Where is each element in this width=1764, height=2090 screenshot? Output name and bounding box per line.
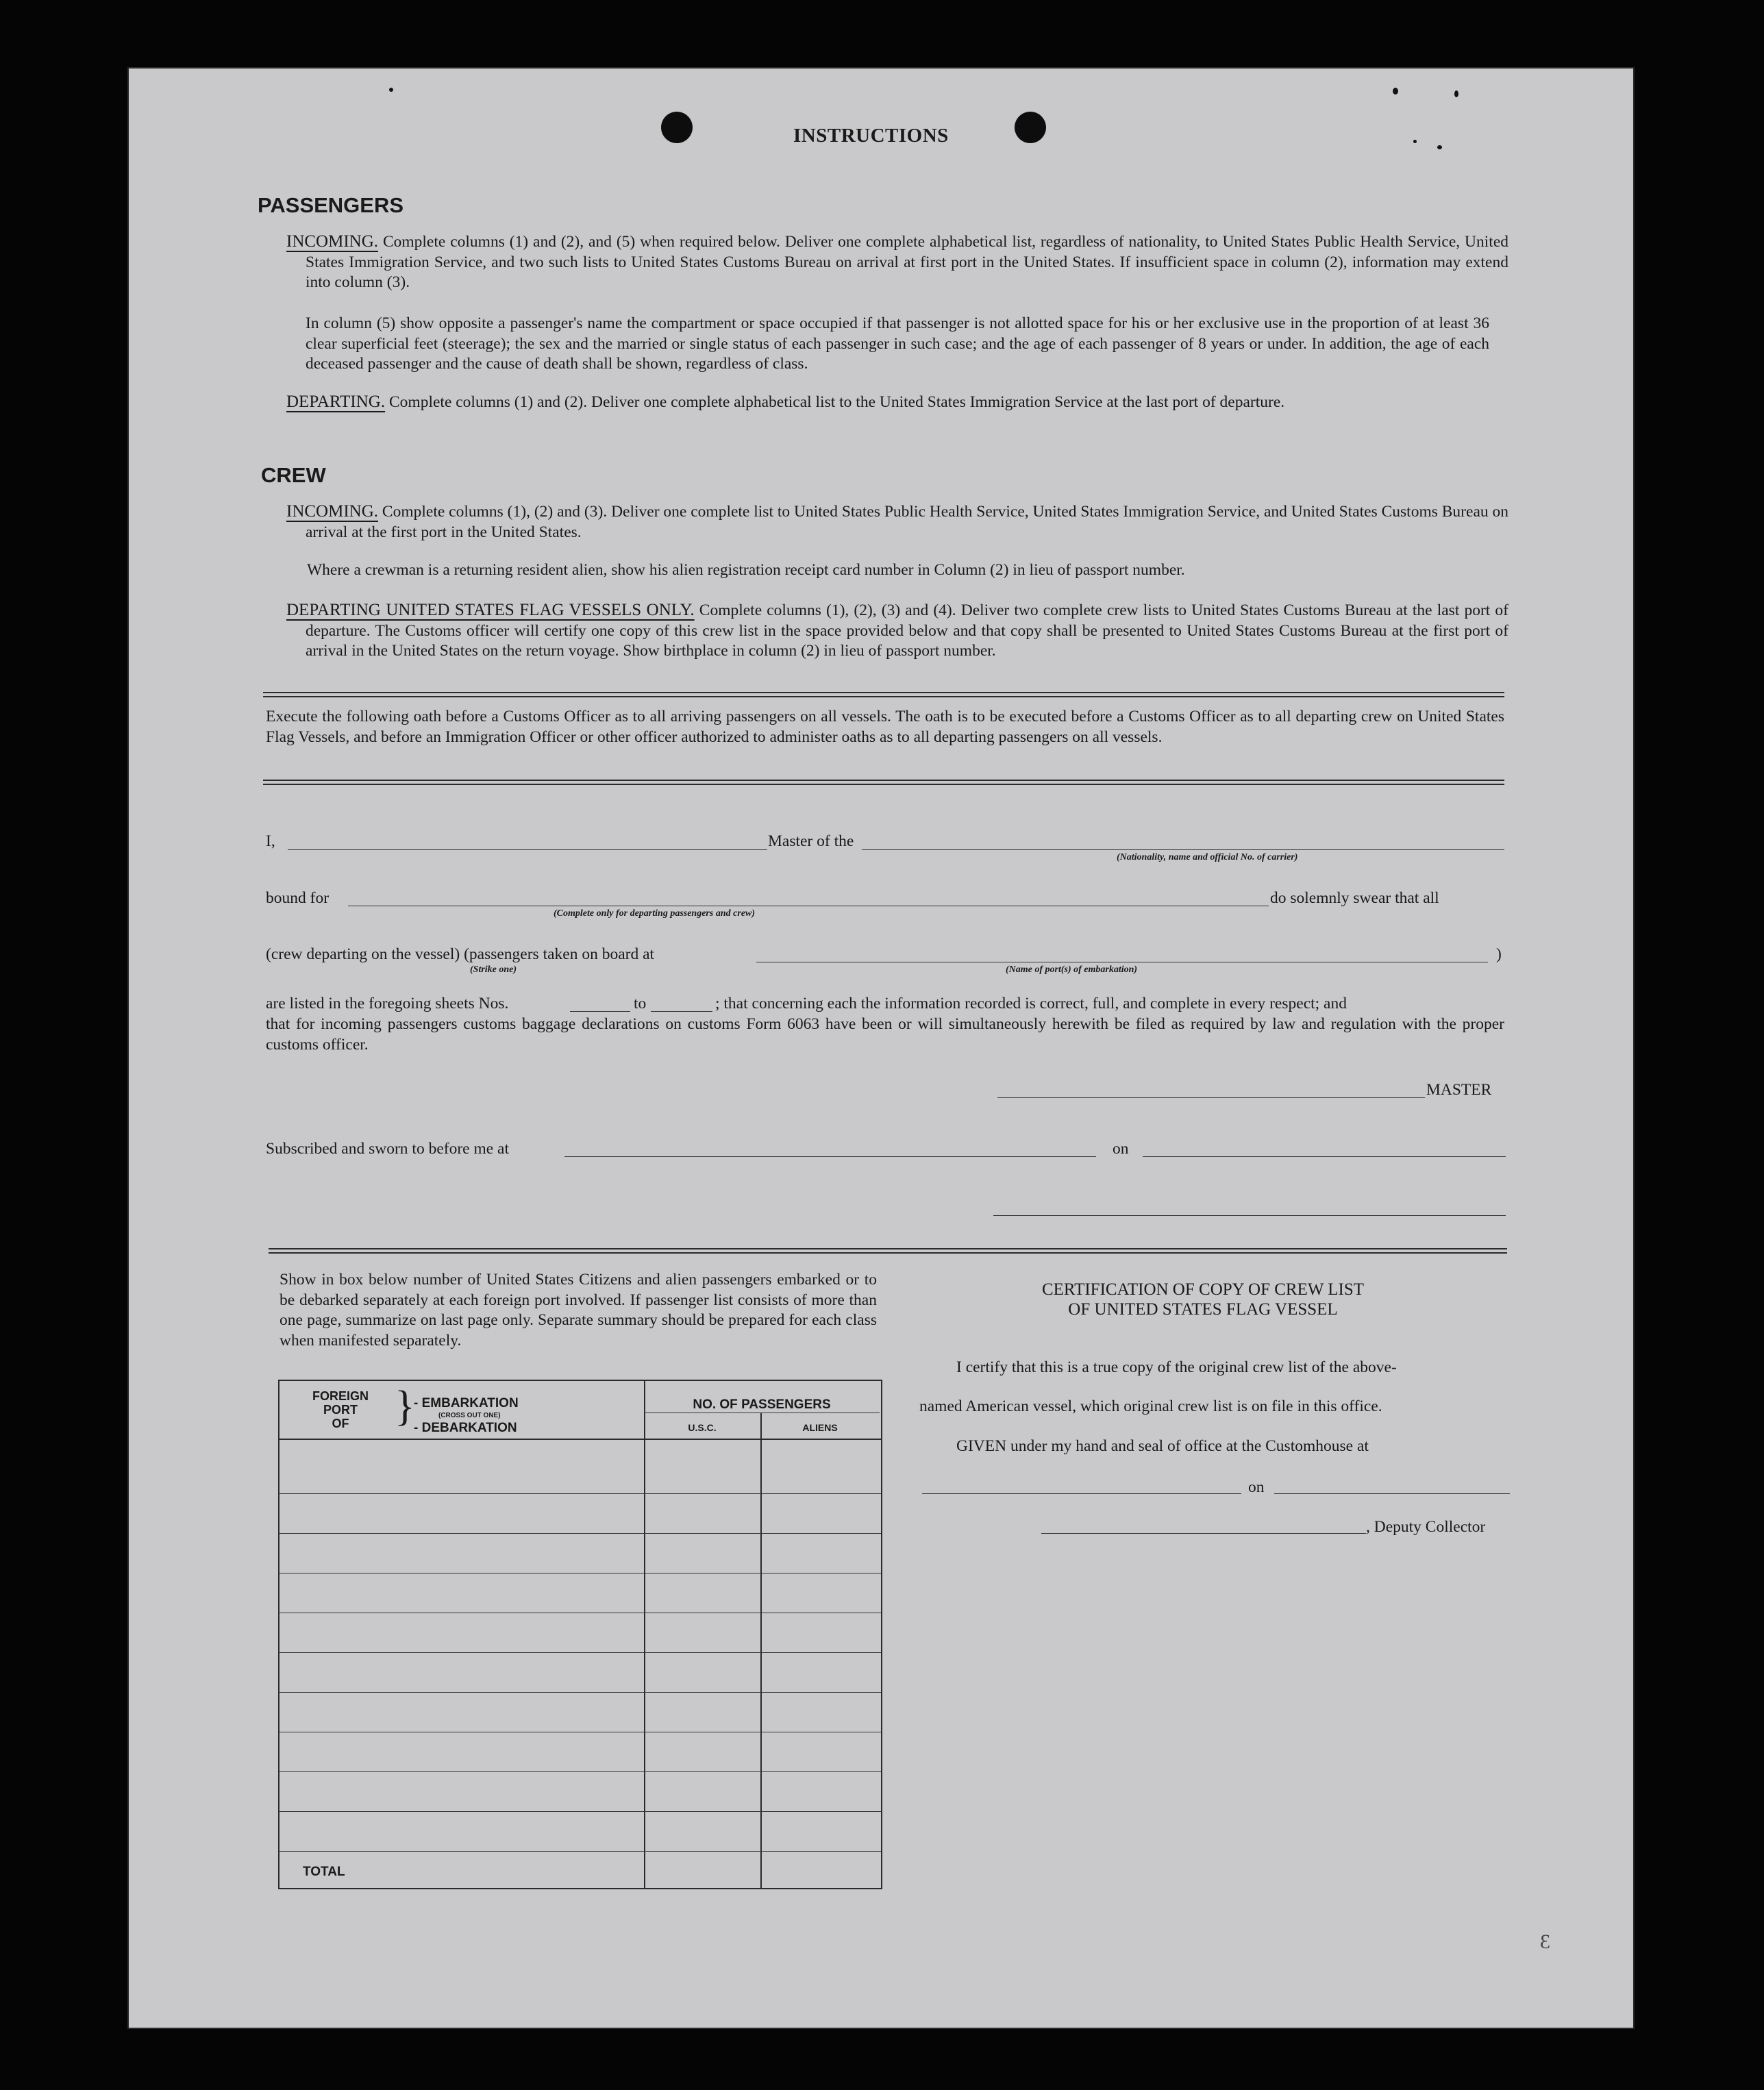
table-header-bottom: [278, 1439, 881, 1440]
total-label: TOTAL: [303, 1865, 345, 1879]
port-label: PORT: [323, 1403, 358, 1417]
crew-incoming-paragraph: [286, 501, 1508, 543]
table-row-line: [278, 1692, 881, 1693]
bound-for-label: bound for: [266, 889, 330, 907]
of-label: OF: [332, 1417, 349, 1430]
speck: [1413, 140, 1417, 143]
certification-date-field[interactable]: [1274, 1493, 1510, 1494]
passengers-incoming-paragraph: [286, 232, 1508, 293]
speck: [1437, 145, 1442, 149]
speck: [1393, 88, 1398, 95]
passenger-summary-table: [278, 1380, 882, 1889]
sworn-place-field[interactable]: [564, 1156, 1096, 1157]
crew-departing-paragraph: [286, 600, 1508, 662]
table-row-line: [278, 1533, 881, 1534]
divider: [263, 692, 1504, 697]
punch-hole-left: [661, 112, 693, 143]
passengers-heading: PASSENGERS: [258, 193, 404, 217]
deputy-collector-signature-field[interactable]: [1041, 1533, 1366, 1534]
aliens-header: ALIENS: [802, 1422, 838, 1433]
summary-instruction: Show in box below number of United States Citizens and alien passengers embarked or to be debarked separately at each foreign port involved. If passenger list consists of more than one page, summarize on last page only. Separate summary should be prepared for each class when manifested separately.: [279, 1271, 877, 1349]
cross-out-note: (CROSS OUT ONE): [438, 1412, 501, 1419]
table-row-line: [278, 1771, 881, 1772]
sworn-on-label: on: [1113, 1140, 1129, 1158]
crew-incoming-label: INCOMING.: [286, 502, 379, 521]
carrier-field[interactable]: [862, 849, 1504, 850]
oath-instruction: Execute the following oath before a Customs Officer as to all arriving passengers on all vessels. The oath is to be executed before a Customs Officer as to all departing crew on United States Flag Vessels, and before an Immigration Officer or other officer authorized to administer oaths as to all departing passengers on all vessels.: [266, 708, 1504, 746]
certify-line-2: named American vessel, which original crew list is on file in this office.: [919, 1397, 1382, 1415]
table-column-divider: [644, 1380, 645, 1889]
sheet-from-field[interactable]: [570, 1011, 630, 1012]
divider: [269, 1248, 1507, 1254]
deputy-collector-label: , Deputy Collector: [1366, 1518, 1486, 1536]
corner-mark: 3: [1540, 1930, 1550, 1953]
port-caption: (Name of port(s) of embarkation): [1006, 965, 1138, 975]
no-passengers-header: NO. OF PASSENGERS: [693, 1397, 831, 1412]
form-sheet: [129, 69, 1633, 2028]
passengers-column5-paragraph: In column (5) show opposite a passenger's name the compartment or space occupied if that passenger is not allotted space for his or her exclusive use in the proportion of at least 36 clear superficial feet (steerage); the sex and the married or single status of each passenger in such case; and the age of each passenger of 8 years or under. In addition, the age of each deceased passenger and the cause of death shall be shown, regardless of class.: [306, 314, 1489, 373]
listed-to: to: [634, 995, 647, 1012]
table-row-line: [278, 1811, 881, 1812]
certify-line-1: I certify that this is a true copy of the original crew list of the above-: [956, 1358, 1397, 1376]
table-row-line: [278, 1652, 881, 1653]
passengers-departing-text: Complete columns (1) and (2). Deliver one complete alphabetical list to the United States Immigration Service at the last port of departure.: [389, 393, 1285, 411]
crew-alien-paragraph: Where a crewman is a returning resident alien, show his alien registration receipt card number in Column (2) in lieu of passport number.: [307, 561, 1185, 579]
speck: [1454, 90, 1458, 97]
sheet-to-field[interactable]: [651, 1011, 712, 1012]
master-of-the-label: Master of the: [768, 832, 854, 850]
passengers-departing-paragraph: [286, 392, 1508, 413]
passengers-incoming-label: INCOMING.: [286, 232, 379, 251]
table-row-line: [278, 1851, 881, 1852]
given-text: GIVEN under my hand and seal of office at the Customhouse at: [956, 1437, 1369, 1455]
table-column-divider: [760, 1413, 762, 1889]
strike-one-caption: (Strike one): [470, 965, 517, 975]
debarkation-option[interactable]: - DEBARKATION: [414, 1421, 517, 1435]
foreign-label: FOREIGN: [312, 1389, 369, 1403]
master-label: MASTER: [1426, 1081, 1492, 1099]
listed-text-c: that for incoming passengers customs baggage declarations on customs Form 6063 have been or will simultaneously herewith be filed as required by law and regulation with the proper customs officer.: [266, 1015, 1504, 1054]
subscribed-label: Subscribed and sworn to before me at: [266, 1140, 510, 1158]
crew-departing-label: DEPARTING UNITED STATES FLAG VESSELS ONLY.: [286, 601, 695, 619]
certification-heading-2: OF UNITED STATES FLAG VESSEL: [1068, 1300, 1338, 1319]
crew-departing-text: Complete columns (1), (2), (3) and (4). Deliver two complete crew lists to United States Customs Bureau at the last port of departure. The Customs officer will certify one copy of this crew list in the space provided below and that copy shall be presented to United States Customs Bureau at the first port of arrival in the United States on the return voyage. Show birthplace in column (2) in lieu of passport number.: [306, 601, 1509, 660]
certification-heading-1: CERTIFICATION OF COPY OF CREW LIST: [1041, 1280, 1365, 1299]
foreign-port-header: [295, 1389, 386, 1430]
crew-heading: CREW: [261, 463, 326, 487]
crew-departing-text: (crew departing on the vessel) (passengers taken on board at: [266, 945, 655, 963]
page-title: INSTRUCTIONS: [793, 125, 949, 147]
table-row-line: [278, 1493, 881, 1494]
nationality-caption: (Nationality, name and official No. of carrier): [1117, 852, 1298, 862]
speck: [389, 88, 393, 92]
sworn-date-field[interactable]: [1143, 1156, 1506, 1157]
customhouse-field[interactable]: [922, 1493, 1241, 1494]
swear-text: do solemnly swear that all: [1270, 889, 1439, 907]
crew-incoming-text: Complete columns (1), (2) and (3). Deliver one complete list to United States Public Health Service, United States Immigration Service, and United States Customs Bureau on arrival at the first port in the United States.: [306, 503, 1508, 541]
brace-icon: }: [395, 1383, 415, 1430]
listed-text-b: ; that concerning each the information recorded is correct, full, and complete in every respect; and: [715, 995, 1347, 1012]
punch-hole-right: [1015, 112, 1046, 143]
passengers-departing-label: DEPARTING.: [286, 393, 386, 411]
divider: [263, 780, 1504, 785]
passengers-incoming-text: Complete columns (1) and (2), and (5) when required below. Deliver one complete alphabetical list, regardless of nationality, to United States Public Health Service, United States Immigration Service, and two such lists to United States Customs Bureau on arrival at first port in the United States. If insufficient space in column (2), information may extend into column (3).: [306, 233, 1509, 291]
master-name-field[interactable]: [288, 849, 767, 850]
embarkation-option[interactable]: - EMBARKATION: [414, 1396, 519, 1410]
listed-text-a: are listed in the foregoing sheets Nos.: [266, 995, 509, 1012]
master-signature-field[interactable]: [997, 1097, 1425, 1098]
officer-signature-field[interactable]: [993, 1215, 1506, 1216]
usc-header: U.S.C.: [688, 1422, 717, 1433]
certification-on-label: on: [1248, 1478, 1265, 1496]
close-paren: ): [1496, 945, 1502, 963]
certification-heading: [882, 1280, 1524, 1319]
departing-caption: (Complete only for departing passengers and crew): [554, 908, 755, 919]
oath-i: I,: [266, 832, 275, 850]
